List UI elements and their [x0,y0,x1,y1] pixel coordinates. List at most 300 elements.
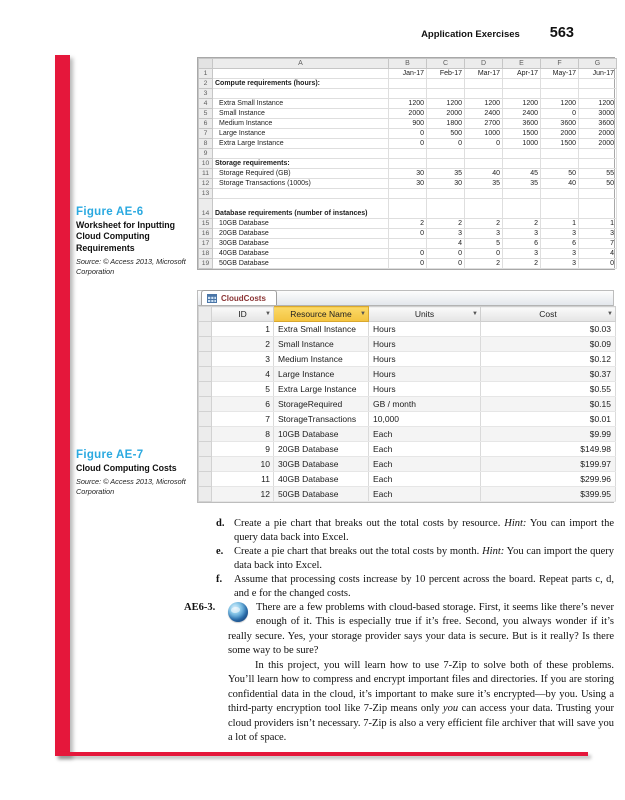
excel-cell-value [541,199,579,219]
access-table-row [199,427,616,442]
excel-column-header: D [465,59,503,69]
excel-cell-value: 3600 [579,119,617,129]
item-text [234,573,614,601]
text-segment: Assume that processing costs increase by 10 percent across the board. Repeat parts c, d, and e for the changed costs. [234,573,614,599]
excel-column-header: G [579,59,617,69]
excel-cell-label [213,149,389,159]
excel-row-number: 4 [199,99,213,109]
excel-cell-value: Feb-17 [427,69,465,79]
text-segment: Hint: [482,545,505,557]
figure-label: Figure AE-7 [76,449,144,461]
excel-cell-label: Database requirements (number of instances) [213,199,389,219]
text-segment: can access your data. Trusting your cloud providers isn’t necessary. 7-Zip is also a very efficient file archiver that will save you a lot of space. [228,703,615,744]
excel-cell-value: 3 [541,249,579,259]
access-cell-resource: Small Instance [274,337,369,352]
access-table-row [199,352,616,367]
excel-cell-value: 1200 [465,99,503,109]
excel-row [199,129,617,139]
excel-cell-value: 0 [427,259,465,269]
figure-ae7-caption [76,449,200,496]
access-cell-resource: StorageRequired [274,397,369,412]
access-cell-id: 10 [212,457,274,472]
excel-cell-label: 10GB Database [213,219,389,229]
excel-column-header: F [541,59,579,69]
excel-cell-value: 1000 [465,129,503,139]
excel-cell-value [427,149,465,159]
row-selector [199,352,212,367]
excel-column-header: B [389,59,427,69]
excel-row [199,219,617,229]
excel-cell-label: Storage Required (GB) [213,169,389,179]
excel-cell-value: 1 [541,219,579,229]
globe-icon [228,602,248,622]
text-segment: You can import the query data back into Excel. [234,518,614,543]
excel-row-number: 19 [199,259,213,269]
row-selector [199,382,212,397]
excel-cell-value: 55 [579,169,617,179]
excel-cell-value: 0 [427,249,465,259]
excel-header-row [199,59,617,69]
excel-cell-label: Extra Large Instance [213,139,389,149]
access-table-row [199,457,616,472]
excel-cell-value: 1200 [541,99,579,109]
exercise-item [216,545,614,573]
figure-ae6-caption [76,206,200,276]
excel-cell-value: 1200 [389,99,427,109]
excel-cell-value [503,189,541,199]
excel-cell-value: 1 [579,219,617,229]
excel-cell-value [389,89,427,99]
excel-cell-value [465,189,503,199]
excel-cell-value: 1200 [579,99,617,109]
text-segment: you [443,703,459,715]
excel-cell-label: 50GB Database [213,259,389,269]
access-cell-id: 7 [212,412,274,427]
excel-cell-label [213,89,389,99]
excel-cell-value [541,89,579,99]
excel-cell-value: 6 [541,239,579,249]
excel-cell-value: Apr-17 [503,69,541,79]
access-table-row [199,322,616,337]
exercise-body [228,601,614,746]
excel-row-number: 12 [199,179,213,189]
excel-cell-value: 30 [389,179,427,189]
exercise-items [216,517,614,601]
access-tab-bar [198,290,613,306]
page-accent-bar [55,55,70,756]
excel-cell-value [579,149,617,159]
excel-cell-value [389,79,427,89]
excel-cell-value [465,199,503,219]
excel-row [199,139,617,149]
excel-row [199,99,617,109]
excel-row-number: 17 [199,239,213,249]
access-table-row [199,397,616,412]
excel-cell-value [427,199,465,219]
excel-cell-value: 2000 [427,109,465,119]
excel-cell-value [465,149,503,159]
excel-cell-value: 30 [427,179,465,189]
excel-cell-value: 2 [427,219,465,229]
excel-cell-value: 0 [389,129,427,139]
excel-row-number: 15 [199,219,213,229]
text-segment: There are a few problems with cloud-based storage. First, it seems like there’s never enough of it. This is especially true if it’s free. Second, you always wonder if it’s really secure. Yes, your storage provider says your data is secure. But is it really? Is there some way to be sure? [228,602,614,657]
excel-cell-value: 3 [465,229,503,239]
excel-column-header: A [213,59,389,69]
excel-cell-value [579,89,617,99]
excel-cell-label: 30GB Database [213,239,389,249]
excel-cell-value [389,159,427,169]
text-segment: In this project, you will learn how to use 7-Zip to solve both of these problems. You’ll learn how to compress and encrypt important files and directories. If you are storing confidential data in the cloud, it’s important to make sure it’s encrypted—by you. Using a third-party encryption tool like 7-Zip means only [228,659,614,715]
excel-cell-value: 1200 [427,99,465,109]
excel-row-number: 16 [199,229,213,239]
access-cell-units: Hours [369,367,481,382]
excel-row-number: 10 [199,159,213,169]
excel-cell-value: 1500 [503,129,541,139]
excel-row-number: 9 [199,149,213,159]
access-column-header [369,307,481,322]
text-segment: Hint: [504,518,527,529]
excel-row [199,109,617,119]
excel-cell-value: 1500 [541,139,579,149]
excel-cell-value: 500 [427,129,465,139]
access-cell-units: 10,000 [369,412,481,427]
excel-row-number: 8 [199,139,213,149]
figure-ae7-datasheet [197,290,614,503]
column-header-label: Units [414,309,435,319]
paragraph [228,659,614,746]
excel-cell-value [503,199,541,219]
dropdown-arrow-icon: ▼ [607,311,613,317]
excel-cell-value [389,149,427,159]
page-number: 563 [549,25,574,41]
excel-row [199,79,617,89]
access-cell-resource: StorageTransactions [274,412,369,427]
column-header-label: Cost [539,309,557,319]
access-cell-resource: 50GB Database [274,487,369,502]
access-header-row [199,307,616,322]
access-cell-id: 3 [212,352,274,367]
excel-cell-value: 45 [503,169,541,179]
excel-cell-value [503,89,541,99]
excel-row-number: 3 [199,89,213,99]
excel-cell-value [541,159,579,169]
excel-cell-value: 0 [579,259,617,269]
excel-cell-label: 40GB Database [213,249,389,259]
excel-column-header: E [503,59,541,69]
excel-cell-value [427,79,465,89]
excel-row [199,229,617,239]
excel-cell-value [503,79,541,89]
access-corner-cell [199,307,212,322]
excel-cell-value [389,239,427,249]
access-cell-id: 12 [212,487,274,502]
excel-cell-value: 2700 [465,119,503,129]
access-cell-cost: $0.55 [481,382,616,397]
excel-cell-value: 0 [465,139,503,149]
text-segment: Create a pie chart that breaks out the total costs by month. [234,545,483,557]
excel-row [199,149,617,159]
excel-cell-value: 0 [427,139,465,149]
excel-cell-value: 3 [579,229,617,239]
column-header-label: ID [238,309,247,319]
figure-ae6-worksheet [197,57,615,270]
exercise-ae6-3 [184,601,614,746]
access-table-tab [201,290,277,305]
row-selector [199,397,212,412]
excel-cell-value: 6 [503,239,541,249]
access-cell-resource: Extra Small Instance [274,322,369,337]
excel-cell-label: Storage Transactions (1000s) [213,179,389,189]
excel-cell-value [579,159,617,169]
access-cell-units: Hours [369,322,481,337]
access-cell-id: 5 [212,382,274,397]
excel-row-number: 1 [199,69,213,79]
excel-cell-value [465,159,503,169]
row-selector [199,337,212,352]
excel-cell-value: 3600 [503,119,541,129]
excel-cell-label [213,189,389,199]
access-table-row [199,337,616,352]
access-cell-units: Each [369,472,481,487]
excel-cell-value [465,79,503,89]
excel-cell-value: 3 [503,249,541,259]
excel-row [199,119,617,129]
excel-row-number: 5 [199,109,213,119]
excel-cell-label: Compute requirements (hours): [213,79,389,89]
excel-cell-value: Jan-17 [389,69,427,79]
access-cell-resource: Medium Instance [274,352,369,367]
excel-cell-value: 2000 [541,129,579,139]
access-column-header [212,307,274,322]
access-cell-resource: 10GB Database [274,427,369,442]
access-cell-cost: $0.03 [481,322,616,337]
item-letter: f. [216,573,223,585]
figure-label: Figure AE-6 [76,206,144,218]
access-cell-id: 11 [212,472,274,487]
access-column-header [481,307,616,322]
excel-cell-value [427,89,465,99]
excel-cell-label: 20GB Database [213,229,389,239]
access-cell-id: 9 [212,442,274,457]
access-table-row [199,442,616,457]
excel-row-number: 2 [199,79,213,89]
excel-cell-value [503,159,541,169]
exercise-item [216,573,614,601]
excel-cell-value: 4 [579,249,617,259]
access-tab-label: CloudCosts [221,293,266,303]
excel-select-all-cell [199,59,213,69]
exercise-item [216,517,614,545]
excel-cell-value [465,89,503,99]
access-cell-cost: $299.96 [481,472,616,487]
access-cell-cost: $0.37 [481,367,616,382]
page-header [421,25,574,41]
row-selector [199,322,212,337]
excel-row [199,169,617,179]
excel-cell-value: 0 [389,249,427,259]
row-selector [199,487,212,502]
excel-cell-value: 35 [427,169,465,179]
excel-cell-value: 900 [389,119,427,129]
access-table-row [199,367,616,382]
excel-cell-value: 3 [541,229,579,239]
excel-cell-value [389,199,427,219]
figure-source: Source: © Access 2013, Microsoft Corporation [76,477,186,496]
excel-cell-value [541,189,579,199]
excel-cell-value: May-17 [541,69,579,79]
excel-cell-value: Mar-17 [465,69,503,79]
excel-cell-value: 2400 [503,109,541,119]
access-table [198,306,616,502]
excel-row-number: 11 [199,169,213,179]
excel-cell-value: 50 [579,179,617,189]
excel-grid-table [198,58,617,269]
excel-cell-label: Storage requirements: [213,159,389,169]
excel-cell-label: Large Instance [213,129,389,139]
excel-row [199,179,617,189]
excel-column-header: C [427,59,465,69]
access-cell-units: Each [369,442,481,457]
excel-cell-value: 2 [503,219,541,229]
excel-cell-label: Small Instance [213,109,389,119]
excel-row [199,69,617,79]
access-cell-cost: $149.98 [481,442,616,457]
text-segment: Create a pie chart that breaks out the total costs by resource. [234,518,505,529]
access-cell-resource: 30GB Database [274,457,369,472]
excel-cell-label: Medium Instance [213,119,389,129]
dropdown-arrow-icon: ▼ [360,311,366,317]
access-cell-id: 1 [212,322,274,337]
excel-cell-label [213,69,389,79]
excel-cell-value: 3 [503,229,541,239]
figure-source: Source: © Access 2013, Microsoft Corporation [76,257,186,276]
excel-row-number: 7 [199,129,213,139]
access-cell-cost: $9.99 [481,427,616,442]
excel-cell-value [579,189,617,199]
excel-cell-value: 1800 [427,119,465,129]
excel-cell-value [579,79,617,89]
excel-cell-value [541,79,579,89]
excel-cell-value: 40 [465,169,503,179]
row-selector [199,472,212,487]
figure-title: Cloud Computing Costs [76,463,177,473]
access-cell-resource: Large Instance [274,367,369,382]
excel-row [199,159,617,169]
figure-title: Worksheet for Inputting Cloud Computing Requirements [76,220,176,253]
access-cell-cost: $199.97 [481,457,616,472]
row-selector [199,442,212,457]
excel-cell-value [427,159,465,169]
excel-cell-value: 0 [389,139,427,149]
access-cell-units: Hours [369,352,481,367]
excel-cell-value [427,189,465,199]
excel-row [199,199,617,219]
access-cell-units: Each [369,487,481,502]
access-cell-units: Hours [369,382,481,397]
access-table-row [199,382,616,397]
text-segment: You can import the query data back into Excel. [234,545,614,571]
dropdown-arrow-icon: ▼ [472,311,478,317]
excel-cell-value: 3600 [541,119,579,129]
access-column-header [274,307,369,322]
excel-cell-value: 30 [389,169,427,179]
excel-row-number: 18 [199,249,213,259]
excel-cell-value: 7 [579,239,617,249]
section-title: Application Exercises [421,29,520,40]
access-cell-units: GB / month [369,397,481,412]
excel-cell-value: Jun-17 [579,69,617,79]
excel-cell-value: 0 [389,229,427,239]
excel-row-number: 6 [199,119,213,129]
excel-cell-value: 2 [389,219,427,229]
excel-cell-value: 2 [503,259,541,269]
excel-cell-value [579,199,617,219]
access-cell-id: 2 [212,337,274,352]
excel-row [199,189,617,199]
row-selector [199,427,212,442]
dropdown-arrow-icon: ▼ [265,311,271,317]
datasheet-icon [207,294,217,303]
excel-row [199,259,617,269]
excel-cell-value: 1200 [503,99,541,109]
excel-row [199,249,617,259]
excel-cell-value: 0 [465,249,503,259]
column-header-label: Resource Name [290,309,352,319]
excel-cell-value [389,189,427,199]
item-letter: d. [216,518,225,529]
access-grid [198,306,613,502]
excel-cell-value: 1000 [503,139,541,149]
access-cell-cost: $0.09 [481,337,616,352]
access-table-row [199,487,616,502]
excel-row [199,239,617,249]
excel-cell-value: 2 [465,259,503,269]
excel-cell-value: 40 [541,179,579,189]
excel-row-number: 13 [199,189,213,199]
access-cell-id: 8 [212,427,274,442]
access-cell-units: Hours [369,337,481,352]
excel-cell-value: 50 [541,169,579,179]
excel-cell-value: 5 [465,239,503,249]
row-selector [199,412,212,427]
item-letter: e. [216,545,224,557]
access-cell-id: 6 [212,397,274,412]
excel-row [199,89,617,99]
excel-cell-value: 2400 [465,109,503,119]
excel-cell-value: 2 [465,219,503,229]
excel-cell-value: 35 [503,179,541,189]
access-cell-cost: $0.15 [481,397,616,412]
excel-cell-value: 3000 [579,109,617,119]
excel-cell-value: 35 [465,179,503,189]
access-cell-id: 4 [212,367,274,382]
excel-cell-value: 2000 [579,129,617,139]
row-selector [199,457,212,472]
access-cell-units: Each [369,427,481,442]
excel-cell-value [503,149,541,159]
item-text [234,517,614,545]
item-text [234,545,614,573]
access-cell-cost: $0.12 [481,352,616,367]
excel-cell-value: 4 [427,239,465,249]
excel-row-number: 14 [199,199,213,219]
access-cell-resource: 40GB Database [274,472,369,487]
exercise-number: AE6-3. [184,602,216,613]
excel-grid [198,58,614,269]
excel-cell-label: Extra Small Instance [213,99,389,109]
access-cell-units: Each [369,457,481,472]
